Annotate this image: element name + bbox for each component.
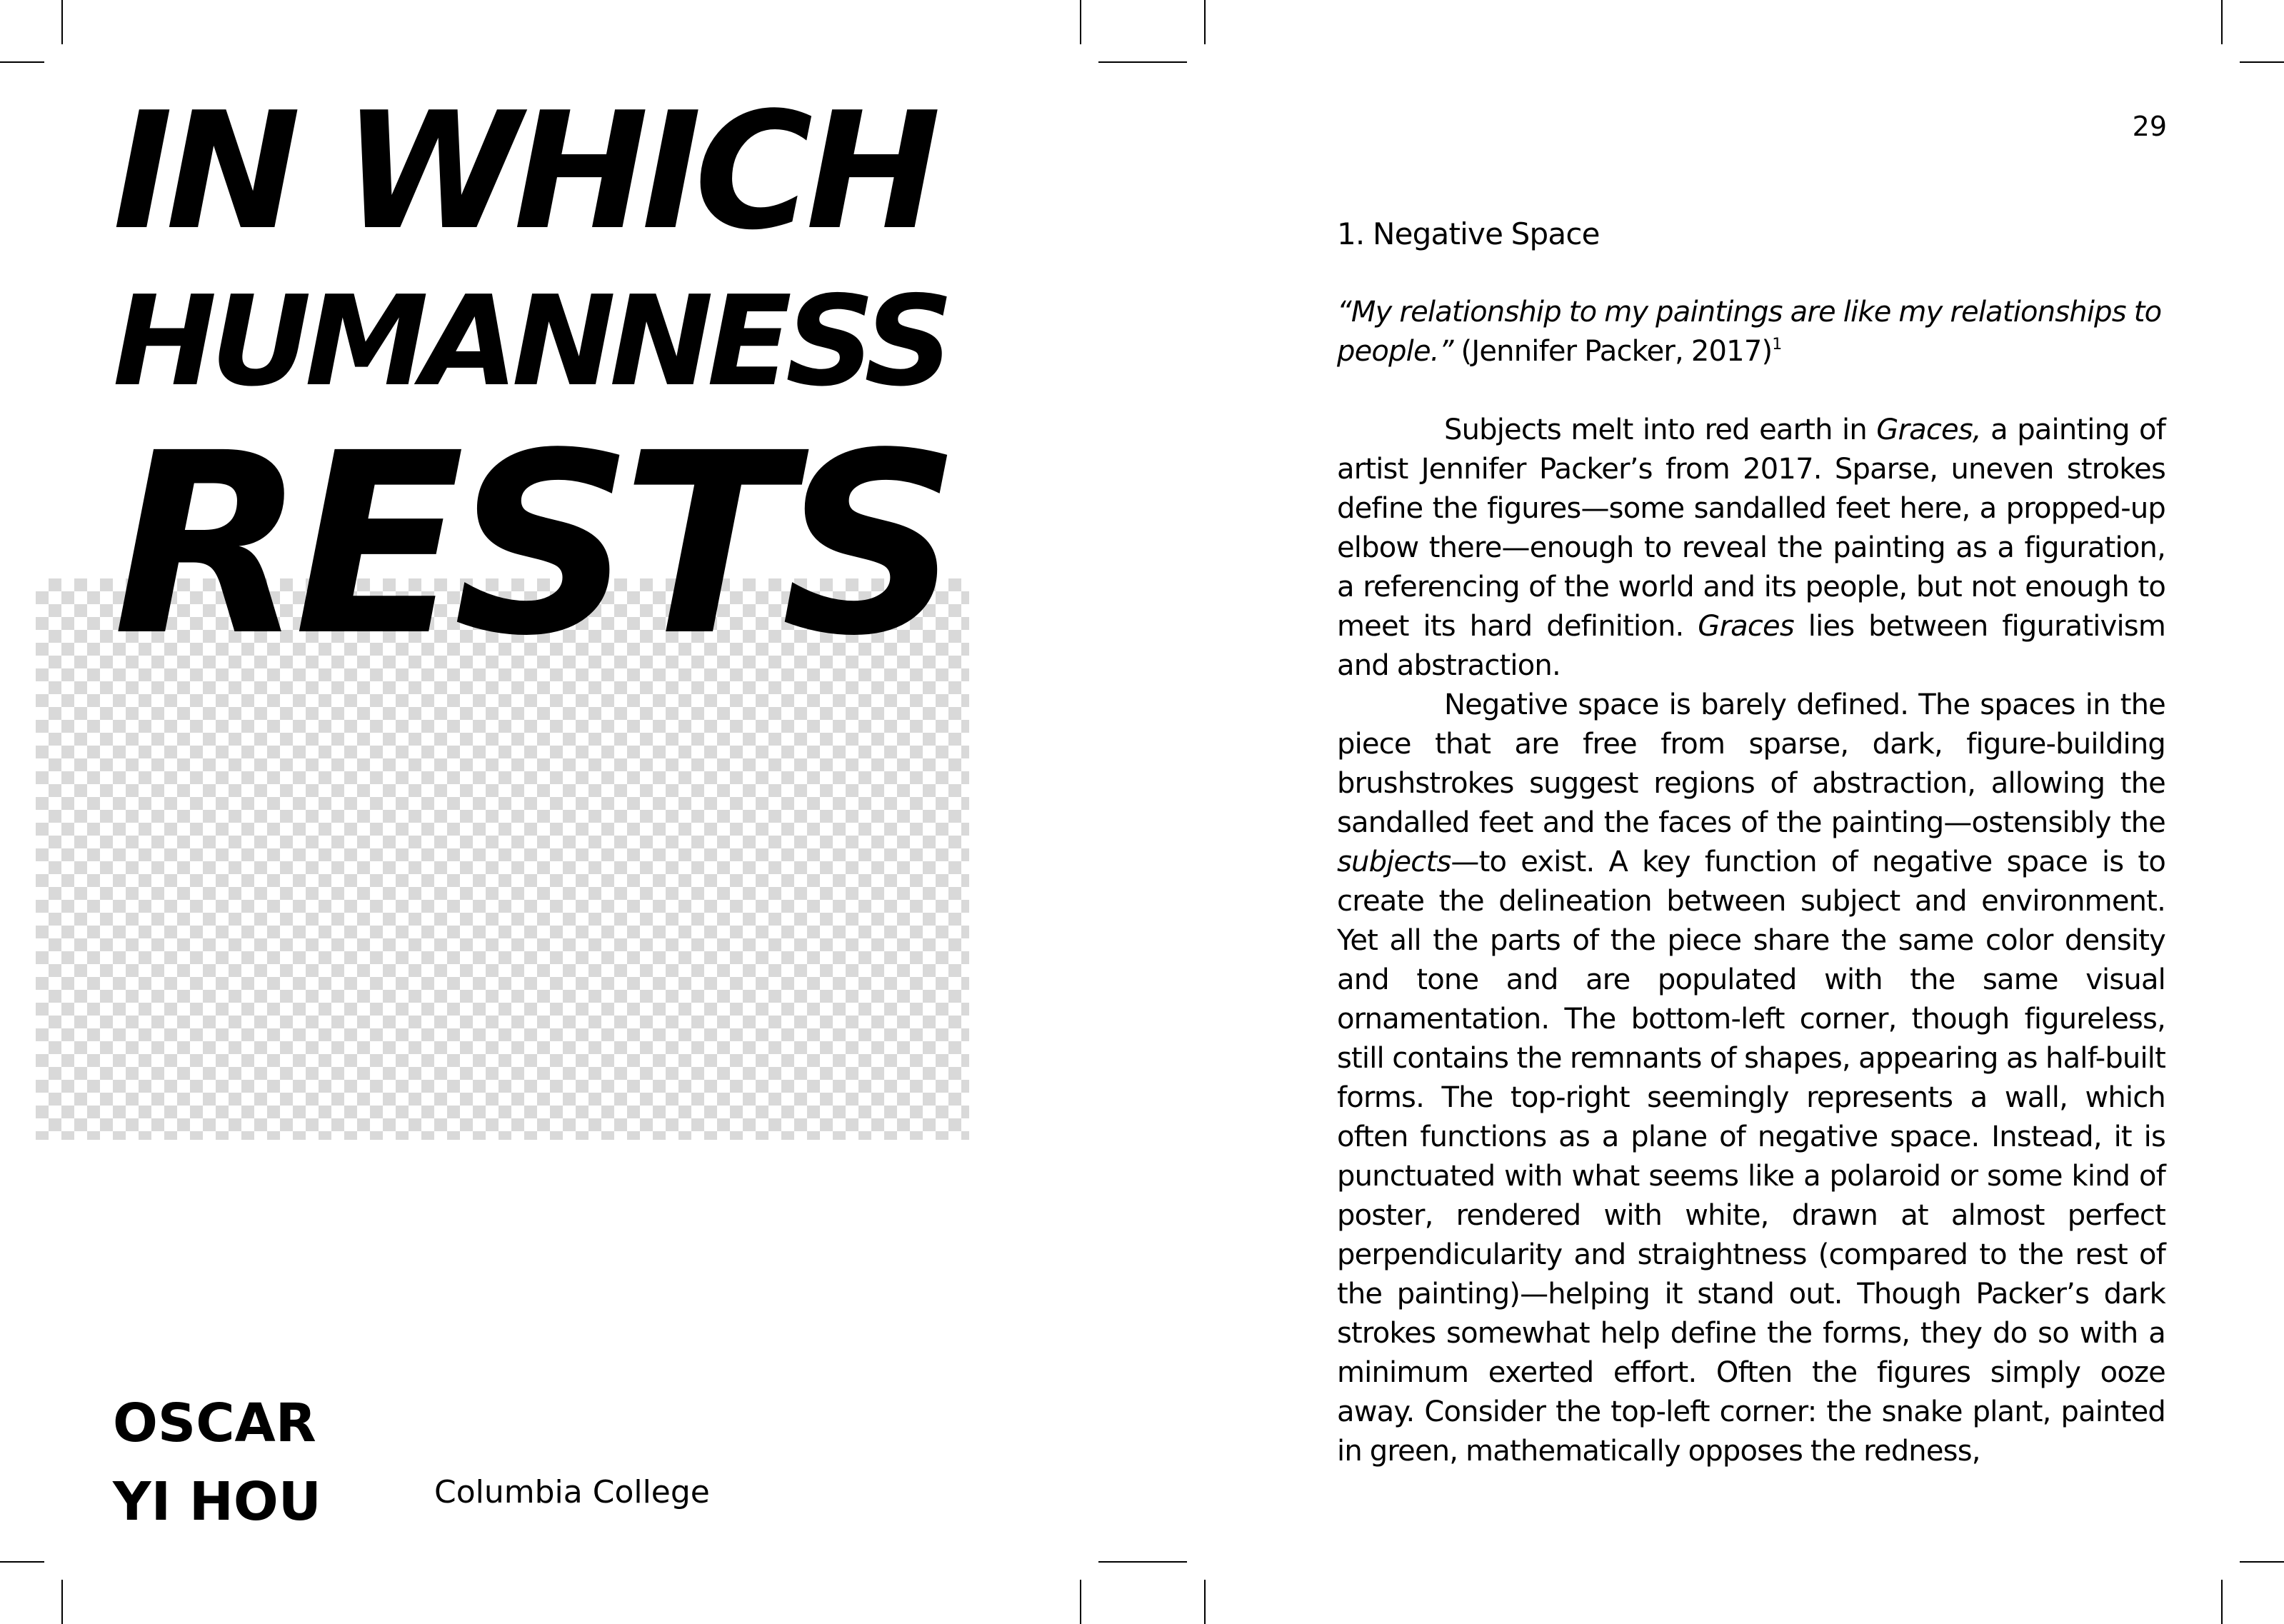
crop-mark <box>1098 1561 1187 1563</box>
epigraph <box>1337 293 2165 371</box>
paragraph-text: Negative space is barely defined. The spaces in the piece that are free from sparse, dark, figure-building brushstrokes suggest regions of abstraction, allowing the sandalled feet and the faces of the painting—ostensibly the <box>1337 688 2165 839</box>
paragraph-text: a painting of artist Jennifer Packer’s from 2017. Sparse, uneven strokes define the figures—some sandalled feet here, a propped-up elbow there—enough to reveal the painting as a figuration, a referencing of the world and its people, but not enough to meet its hard definition. <box>1337 413 2166 643</box>
crop-mark <box>1098 61 1187 63</box>
paragraph-text: Subjects melt into red earth in <box>1444 413 1877 446</box>
artwork-title: Graces, <box>1876 413 1981 446</box>
emphasized-word: subjects <box>1337 846 1451 878</box>
paragraph <box>1337 411 2165 686</box>
footnote-mark: 1 <box>1772 336 1782 354</box>
college-name: Columbia College <box>434 1474 710 1510</box>
epigraph-citation: (Jennifer Packer, 2017) <box>1453 335 1773 368</box>
crop-mark <box>61 0 63 44</box>
section-heading: 1. Negative Space <box>1337 216 1600 251</box>
crop-mark <box>0 1561 44 1563</box>
title-line-2: HUMANNESS <box>113 269 948 414</box>
paragraph-text: lies between figurativism and abstraction. <box>1337 610 2165 682</box>
author-last-name: YI HOU <box>113 1471 321 1533</box>
crop-mark <box>0 61 44 63</box>
crop-mark <box>1204 0 1206 44</box>
crop-mark <box>2240 1561 2284 1563</box>
crop-mark <box>1204 1580 1206 1624</box>
author-name <box>113 1384 321 1541</box>
crop-mark <box>2221 0 2223 44</box>
crop-mark <box>1080 1580 1081 1624</box>
paragraph <box>1337 686 2165 1471</box>
title-line-3: RESTS <box>113 399 950 691</box>
title-line-1: IN WHICH <box>113 78 934 266</box>
page-number: 29 <box>2132 111 2167 142</box>
artwork-title: Graces <box>1698 610 1794 643</box>
epigraph-quote: “My relationship to my paintings are like my relationships to people.” <box>1337 296 2162 368</box>
crop-mark <box>1080 0 1081 44</box>
author-first-name: OSCAR <box>113 1393 316 1454</box>
crop-mark <box>61 1580 63 1624</box>
crop-mark <box>2240 61 2284 63</box>
article-body <box>1337 214 2165 1471</box>
crop-mark <box>2221 1580 2223 1624</box>
paragraph-text: —to exist. A key function of negative space is to create the delineation between subject and environment. Yet all the parts of the piece share the same color density and tone and are populated with the same visual ornamentation. The bottom-left corner, though figureless, still contains the remnants of shapes, appearing as half-built forms. The top-right seemingly represents a wall, which often functions as a plane of negative space. Instead, it is punctuated with what seems like a polaroid or some kind of poster, rendered with white, drawn at almost perfect perpendicularity and straightness (compared to the rest of the painting)—helping it stand out. Though Packer’s dark strokes somewhat help define the forms, they do so with a minimum exerted effort. Often the figures simply ooze away. Consider the top-left corner: the snake plant, painted in green, mathematically opposes the redness, <box>1337 846 2165 1468</box>
